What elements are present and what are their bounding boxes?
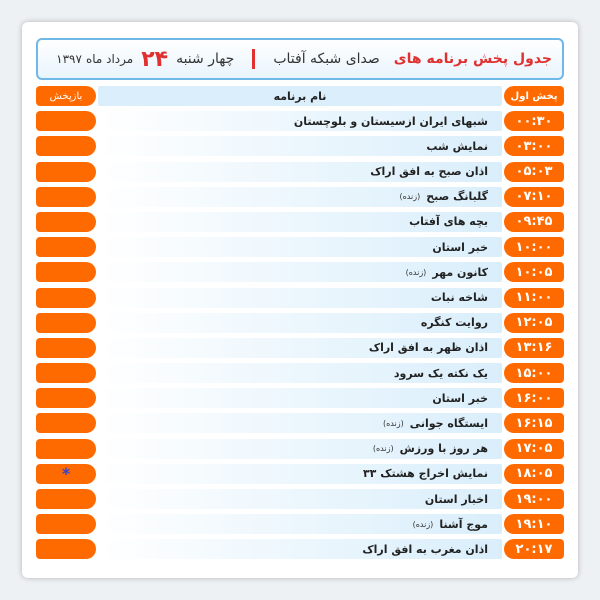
header-separator [252, 49, 255, 69]
air-time: ۱۶:۱۵ [504, 413, 564, 433]
table-row [36, 313, 564, 333]
date-number: ۲۴ [141, 46, 169, 72]
air-time: ۰۵:۰۳ [504, 162, 564, 182]
air-time: ۱۲:۰۵ [504, 313, 564, 333]
program-name [98, 136, 502, 156]
column-header-program-name: نام برنامه [98, 86, 502, 106]
program-name [98, 539, 502, 559]
table-row [36, 111, 564, 131]
rerun-cell [36, 162, 96, 182]
program-name [98, 464, 502, 484]
live-tag: (زنده) [382, 418, 404, 428]
program-title: شاخه نبات [430, 291, 488, 304]
air-time: ۰۳:۰۰ [504, 136, 564, 156]
rerun-cell [36, 111, 96, 131]
air-time: ۱۰:۰۰ [504, 237, 564, 257]
program-title: اخبار استان [424, 492, 488, 506]
rerun-cell [36, 262, 96, 282]
rerun-cell [36, 212, 96, 232]
table-row [36, 489, 564, 509]
program-name [98, 413, 502, 433]
live-tag: (زنده) [412, 519, 434, 529]
program-name [98, 262, 502, 282]
table-header-row [36, 86, 564, 106]
air-time: ۱۳:۱۶ [504, 338, 564, 358]
program-name [98, 388, 502, 408]
table-row [36, 464, 564, 484]
program-title: بچه های آفتاب [409, 215, 488, 229]
air-time: ۱۹:۱۰ [504, 514, 564, 534]
rerun-cell [36, 489, 96, 509]
table-row [36, 187, 564, 207]
rerun-cell [36, 363, 96, 383]
schedule-header [36, 38, 564, 80]
air-time: ۱۵:۰۰ [504, 363, 564, 383]
rerun-cell [36, 388, 96, 408]
program-title: یک نکته یک سرود [393, 366, 488, 380]
program-title: گلبانگ صبح [426, 190, 488, 204]
rerun-cell [36, 439, 96, 459]
program-name [98, 338, 502, 358]
program-title: اذان صبح به افق اراک [370, 165, 488, 179]
air-time: ۰۷:۱۰ [504, 187, 564, 207]
program-title: شبهای ایران ازسیستان و بلوچستان [293, 114, 488, 128]
rerun-cell [36, 539, 96, 559]
program-name [98, 111, 502, 131]
program-title: موج آشنا [439, 517, 488, 531]
table-row [36, 388, 564, 408]
rerun-cell [36, 338, 96, 358]
program-name [98, 162, 502, 182]
program-name [98, 489, 502, 509]
rerun-cell [36, 237, 96, 257]
program-name [98, 514, 502, 534]
rerun-cell [36, 136, 96, 156]
year: ۱۳۹۷ [56, 52, 82, 66]
live-tag: (زنده) [372, 444, 394, 454]
schedule-title: جدول پخش برنامه های [393, 51, 552, 67]
program-title: ایستگاه جوانی [409, 416, 488, 430]
program-title: نمایش شب [426, 139, 488, 153]
star-icon: * [61, 464, 71, 484]
program-name [98, 363, 502, 383]
table-row [36, 262, 564, 282]
table-row [36, 539, 564, 559]
program-title: نمایش اخراج هشتک ۳۳ [362, 467, 488, 481]
program-name [98, 439, 502, 459]
program-title: کانون مهر [432, 265, 488, 279]
rerun-cell [36, 288, 96, 308]
table-row [36, 363, 564, 383]
table-row [36, 288, 564, 308]
air-time: ۱۱:۰۰ [504, 288, 564, 308]
table-row [36, 136, 564, 156]
rerun-cell [36, 187, 96, 207]
table-row [36, 439, 564, 459]
table-row [36, 162, 564, 182]
table-row [36, 413, 564, 433]
live-tag: (زنده) [399, 192, 421, 202]
program-name [98, 187, 502, 207]
table-row [36, 338, 564, 358]
weekday: چهار شنبه [176, 51, 235, 67]
program-title: هر روز با ورزش [399, 442, 488, 456]
month: مرداد ماه [85, 52, 134, 66]
program-name [98, 212, 502, 232]
program-title: اذان ظهر به افق اراک [368, 341, 488, 355]
table-row [36, 212, 564, 232]
column-header-first-air: پخش اول [504, 86, 564, 106]
air-time: ۱۷:۰۵ [504, 439, 564, 459]
air-time: ۱۶:۰۰ [504, 388, 564, 408]
schedule-table [36, 86, 564, 565]
program-title: خبر استان [432, 391, 488, 405]
program-name [98, 237, 502, 257]
rerun-cell [36, 464, 96, 484]
table-row [36, 237, 564, 257]
table-row [36, 514, 564, 534]
live-tag: (زنده) [405, 267, 427, 277]
program-title: خبر استان [432, 240, 488, 254]
column-header-rerun: بازپخش [36, 86, 96, 106]
air-time: ۱۰:۰۵ [504, 262, 564, 282]
program-title: روایت کنگره [420, 316, 488, 330]
station-name: صدای شبکه آفتاب [273, 51, 380, 67]
air-time: ۱۹:۰۰ [504, 489, 564, 509]
air-time: ۱۸:۰۵ [504, 464, 564, 484]
air-time: ۲۰:۱۷ [504, 539, 564, 559]
rerun-cell [36, 313, 96, 333]
program-name [98, 288, 502, 308]
program-name [98, 313, 502, 333]
air-time: ۰۹:۴۵ [504, 212, 564, 232]
rerun-cell [36, 514, 96, 534]
air-time: ۰۰:۳۰ [504, 111, 564, 131]
rerun-cell [36, 413, 96, 433]
program-title: اذان مغرب به افق اراک [362, 542, 488, 556]
